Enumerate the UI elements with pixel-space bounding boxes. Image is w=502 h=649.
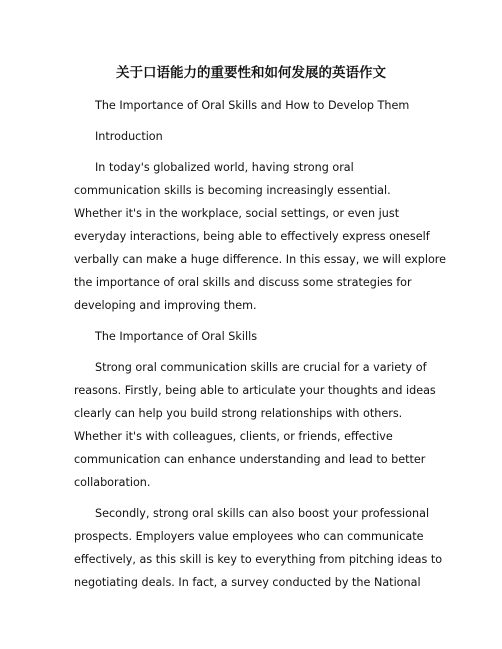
para2-line-2: prospects. Employers value employees who can communicate (74, 530, 424, 543)
para1-line-5: communication can enhance understanding and lead to better (74, 453, 426, 466)
para2-line-3: effectively, as this skill is key to everything from pitching ideas to (74, 553, 443, 566)
english-title: The Importance of Oral Skills and How to Develop Them (95, 99, 410, 112)
para2-line-1: Secondly, strong oral skills can also boost your professional (95, 507, 430, 520)
intro-line-7: developing and improving them. (74, 299, 257, 312)
heading-importance: The Importance of Oral Skills (95, 330, 258, 343)
intro-line-3: Whether it's in the workplace, social settings, or even just (74, 207, 400, 220)
intro-line-6: the importance of oral skills and discuss some strategies for (74, 276, 412, 289)
intro-line-4: everyday interactions, being able to effectively express oneself (74, 230, 430, 243)
para1-line-6: collaboration. (74, 476, 151, 489)
document-title: 关于口语能力的重要性和如何发展的英语作文 (116, 65, 386, 81)
para1-line-4: Whether it's with colleagues, clients, or friends, effective (74, 430, 393, 443)
para2-line-4: negotiating deals. In fact, a survey conducted by the National (74, 576, 421, 589)
intro-line-1: In today's globalized world, having strong oral (95, 161, 354, 174)
para1-line-1: Strong oral communication skills are crucial for a variety of (95, 361, 427, 374)
intro-line-5: verbally can make a huge difference. In this essay, we will explore (74, 253, 447, 266)
heading-introduction: Introduction (95, 130, 163, 143)
para1-line-3: clearly can help you build strong relationships with others. (74, 407, 403, 420)
para1-line-2: reasons. Firstly, being able to articulate your thoughts and ideas (74, 384, 436, 397)
intro-line-2: communication skills is becoming increasingly essential. (74, 184, 391, 197)
